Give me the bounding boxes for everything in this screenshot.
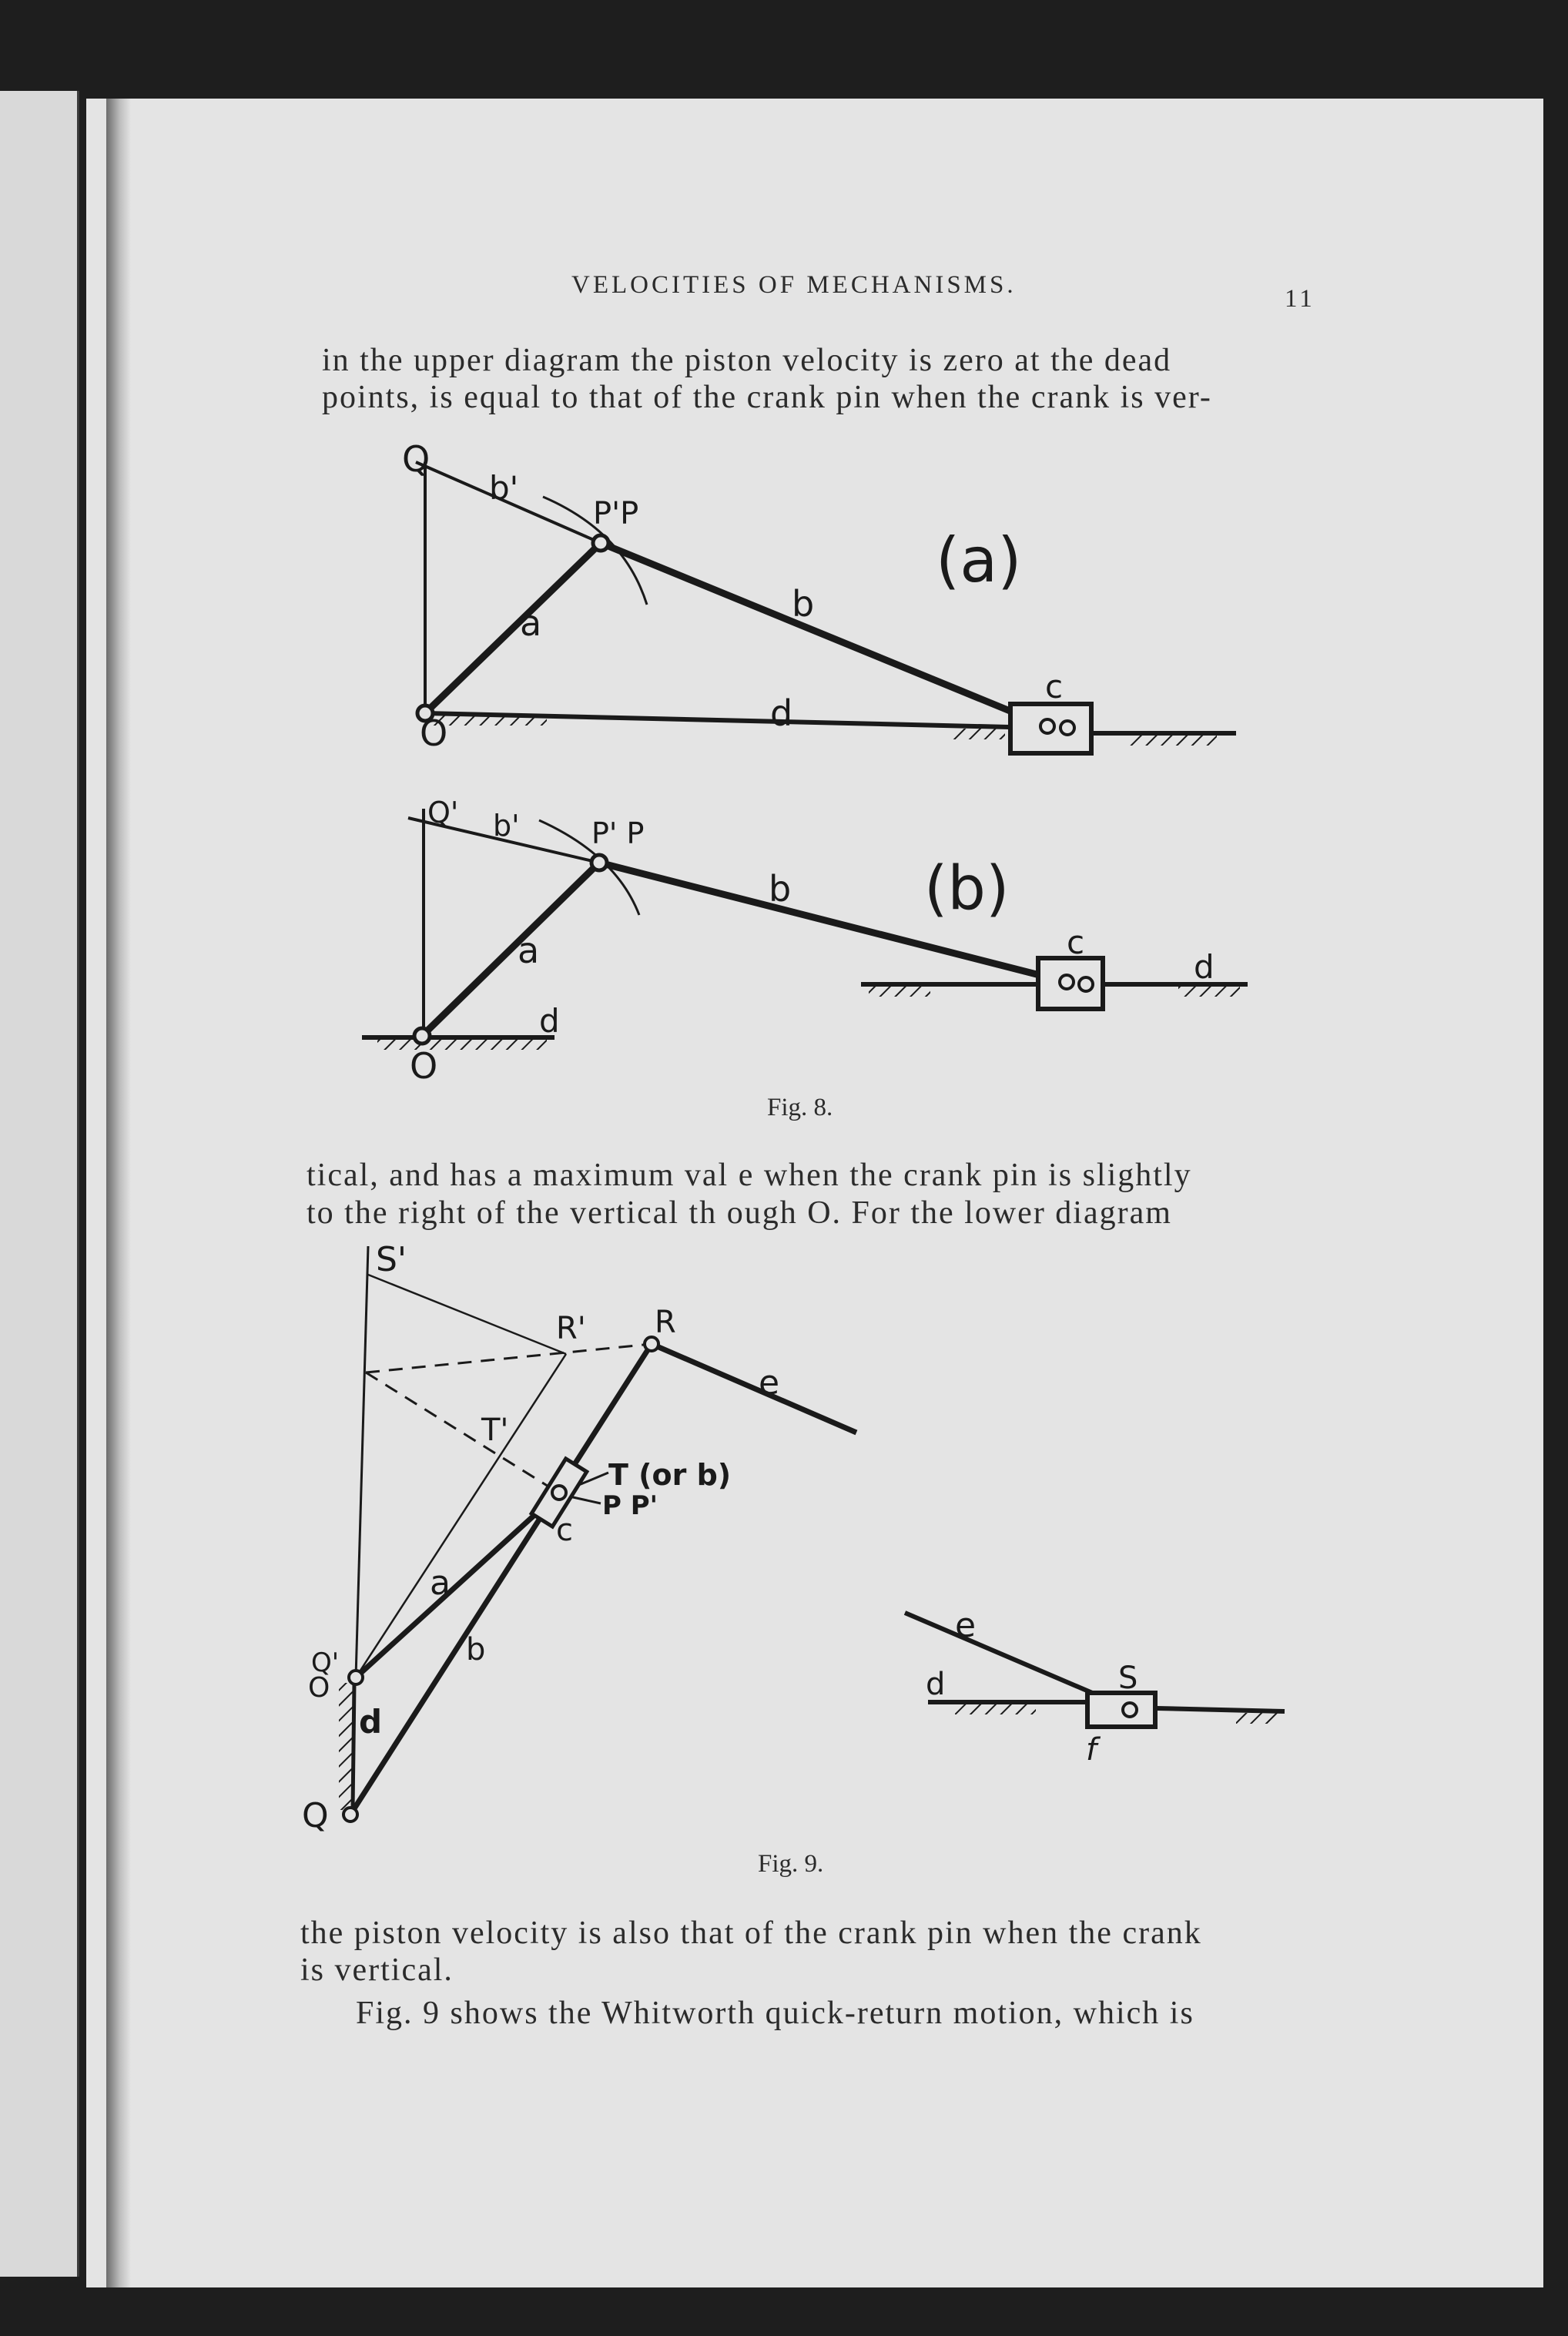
fig8b-label-o: O (410, 1045, 438, 1087)
fig9-detail-label-f: f (1086, 1732, 1097, 1768)
fig9-pivot-q (343, 1808, 357, 1822)
fig8b-pivot-o (414, 1028, 430, 1044)
fig8-panel-b (362, 809, 1248, 1050)
fig9-line-s-prime (368, 1275, 566, 1354)
paragraph-line-6: is vertical. (300, 1952, 454, 1988)
fig8a-link-a (425, 543, 601, 713)
fig9-label-pp: P P' (602, 1490, 658, 1521)
fig8b-label-d-right: d (1194, 948, 1215, 986)
fig8a-label-o: O (420, 712, 448, 754)
paragraph-line-7: Fig. 9 shows the Whitworth quick-return motion, which is (356, 1996, 1194, 2031)
fig9-caption: Fig. 9. (758, 1850, 824, 1878)
fig9-vertical-line (356, 1246, 368, 1677)
fig8a-label-b: b (792, 583, 815, 625)
paragraph-line-2: points, is equal to that of the crank pin when the crank is ver- (322, 380, 1212, 415)
fig8b-tag: (b) (924, 854, 1010, 923)
fig9-dashed-diag (366, 1372, 558, 1493)
fig9-ground-d (339, 1683, 353, 1810)
fig8b-label-c: c (1067, 923, 1085, 961)
fig8a-ground-mid (951, 729, 1005, 739)
fig8a-pin-p (593, 535, 608, 551)
fig9-detail-pin-s (1123, 1703, 1137, 1717)
fig8b-link-a (422, 863, 599, 1036)
fig9-pivot-q-prime (349, 1671, 363, 1684)
paragraph-line-5: the piston velocity is also that of the crank pin when the crank (300, 1915, 1202, 1951)
fig8-caption: Fig. 8. (767, 1094, 833, 1121)
fig9-label-q-prime: Q' (311, 1647, 340, 1678)
fig9-mechanism (339, 1246, 856, 1822)
fig8b-label-d-lower: d (539, 1002, 560, 1040)
fig9-label-t-prime: T' (481, 1413, 509, 1448)
fig8b-pin-c (1060, 975, 1074, 989)
fig8b-pin-p (591, 855, 607, 870)
paragraph-line-4: to the right of the vertical th ough O. For the lower diagram (307, 1195, 1172, 1231)
fig8a-label-q: Q (402, 438, 431, 480)
fig9-detail-guide-right (1157, 1708, 1285, 1711)
fig9-link-e (652, 1344, 856, 1433)
fig8b-ground-right (1178, 986, 1240, 997)
fig8a-ground-left (431, 715, 547, 726)
fig8b-label-b: b (769, 868, 792, 910)
fig9-label-t-or-b: T (or b) (608, 1458, 732, 1492)
fig8a-ground-right (1128, 735, 1217, 746)
fig9-ground-d-edge (353, 1683, 354, 1810)
fig9-detail-label-s: S (1118, 1661, 1138, 1696)
fig9-label-e: e (759, 1363, 780, 1403)
paragraph-line-1: in the upper diagram the piston velocity is zero at the dead (322, 343, 1172, 378)
fig8b-label-b-prime: b' (493, 809, 520, 843)
fig9-label-b: b (466, 1632, 486, 1667)
fig9-label-r-prime: R' (556, 1311, 586, 1346)
fig8a-label-pp: P'P (593, 496, 639, 531)
fig8a-pin-c (1040, 719, 1054, 733)
fig8b-label-q: Q' (427, 796, 459, 829)
fig8b-ground-lower (377, 1039, 547, 1050)
fig8a-label-d: d (770, 692, 793, 734)
fig9-label-r: R (655, 1305, 676, 1340)
paragraph-line-3: tical, and has a maximum val e when the crank pin is slightly (307, 1158, 1192, 1193)
fig8a-tag: (a) (936, 525, 1022, 596)
fig8b-label-a: a (518, 930, 540, 971)
fig8b-ground-mid (869, 986, 930, 997)
fig8b-pin-q (1079, 977, 1093, 991)
fig9-dashed-top (366, 1344, 652, 1372)
fig9-label-o: O (308, 1672, 330, 1704)
fig9-detail-ground-right (1236, 1713, 1278, 1724)
fig8a-label-b-prime: b' (489, 469, 519, 507)
fig8a-pin-q (1060, 721, 1074, 735)
fig9-detail-label-d: d (926, 1667, 946, 1702)
fig9-label-a: a (430, 1563, 451, 1603)
page-number: 11 (1285, 285, 1315, 313)
fig9-label-c: c (556, 1513, 573, 1548)
fig9-label-q: Q (302, 1796, 329, 1835)
fig8a-label-a: a (520, 602, 542, 644)
fig8a-label-c: c (1045, 668, 1064, 705)
fig9-pin-p (552, 1486, 566, 1500)
fig9-detail-label-e: e (955, 1606, 977, 1645)
fig9-label-s-prime: S' (376, 1240, 407, 1279)
fig9-label-d: d (359, 1703, 383, 1741)
fig8b-label-pp: P' P (591, 816, 645, 850)
running-head: VELOCITIES OF MECHANISMS. (571, 271, 1017, 299)
fig9-detail-ground-left (955, 1704, 1036, 1714)
